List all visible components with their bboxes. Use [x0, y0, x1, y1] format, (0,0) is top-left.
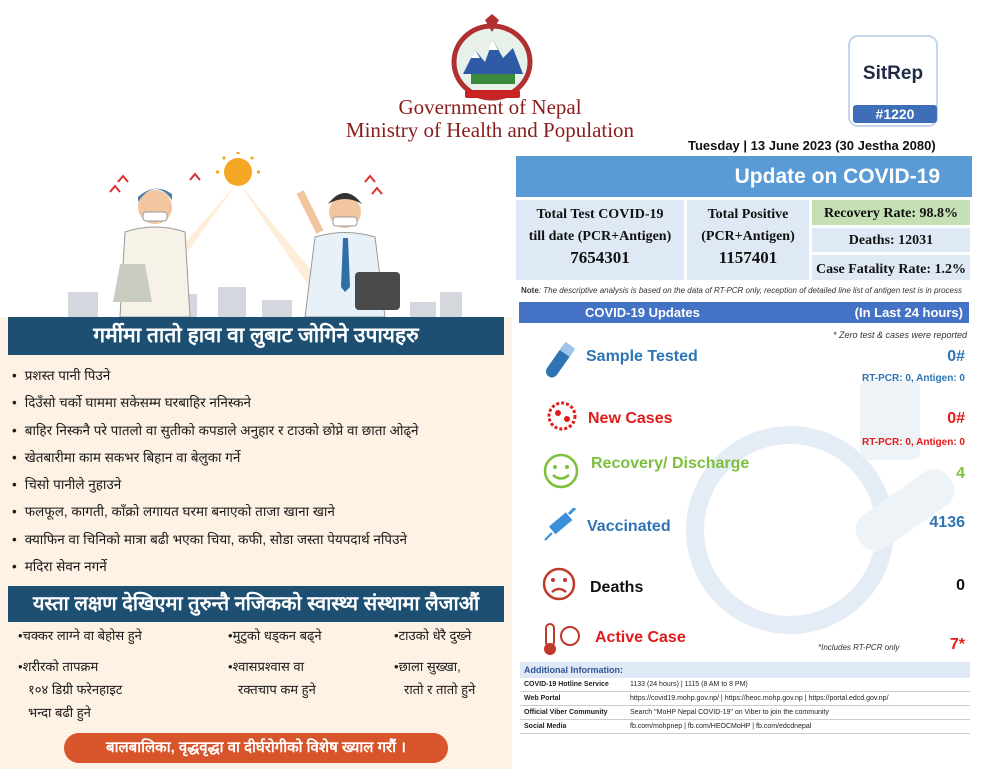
government-title — [340, 96, 640, 142]
total-positive-label-2: (PCR+Antigen) — [701, 229, 795, 244]
heatwave-poster — [0, 152, 512, 769]
new-cases-value: 0# — [947, 410, 965, 427]
zero-note: * Zero test & cases were reported — [832, 330, 967, 340]
symptom-item: • श्वासप्रश्वास वा — [228, 655, 304, 678]
poster-heading: गर्मीमा तातो हावा वा लुबाट जोगिने उपायहरु — [8, 317, 504, 355]
deaths-total-cell — [812, 228, 970, 252]
info-key: COVID-19 Hotline Service — [524, 681, 609, 688]
sample-tested-value: 0# — [947, 348, 965, 365]
report-date: Tuesday | 13 June 2023 (30 Jestha 2080) — [688, 138, 936, 153]
sample-tested-label: Sample Tested — [586, 348, 698, 365]
cfr-cell — [812, 255, 970, 280]
symptom-item: • मुटुको धड्कन बढ्ने — [228, 624, 322, 647]
new-cases-label: New Cases — [588, 410, 673, 427]
active-case-value: 7* — [949, 636, 965, 653]
recovery-label: Recovery/ Discharge — [591, 455, 750, 472]
active-case-label: Active Case — [595, 629, 686, 646]
info-value: Search "MoHP Nepal COVID-19" on Viber to join the community — [630, 709, 829, 716]
info-row — [520, 678, 970, 692]
info-value: fb.com/mohpnep | fb.com/HEOCMoHP | fb.com/edcdnepal — [630, 723, 812, 730]
note-text — [521, 286, 962, 295]
vaccinated-value: 4136 — [929, 514, 965, 531]
total-test-cell — [516, 200, 684, 280]
thermometer-icon — [540, 622, 584, 656]
nepal-emblem-logo — [445, 14, 540, 104]
info-row — [520, 720, 970, 734]
syringe-icon — [539, 508, 579, 546]
symptom-item: • शरीरको तापक्रम — [18, 655, 98, 678]
recovery-value: 4 — [956, 465, 965, 482]
sitrep-label: SitRep — [862, 63, 924, 84]
symptom-item: • छाला सुख्खा, — [394, 655, 461, 678]
poster-footer: बालबालिका, वृद्धवृद्धा वा दीर्घरोगीको विशेष ख्याल गरौं । — [64, 733, 448, 763]
info-key: Web Portal — [524, 695, 561, 702]
tip-item: • फलफूल, कागती, काँक्रो लगायत घरमा बनाएको ताजा खाना खाने — [12, 498, 507, 525]
gov-line-1: Government of Nepal — [398, 95, 582, 119]
total-test-value: 7654301 — [570, 248, 630, 267]
update-title-bar: Update on COVID-19 — [516, 156, 972, 197]
tip-item: • मदिरा सेवन नगर्ने — [12, 553, 507, 580]
sitrep-number: #1220 — [853, 105, 937, 123]
active-case-note: *Includes RT-PCR only — [818, 643, 900, 652]
recovery-rate-cell — [812, 200, 970, 225]
symptom-line: १०४ डिग्री फरेनहाइट — [28, 682, 123, 697]
case-fatality-rate: Case Fatality Rate: 1.2% — [815, 262, 967, 277]
deaths-value: 0 — [956, 577, 965, 594]
heat-illustration-icon — [0, 152, 512, 317]
smiley-icon — [541, 452, 581, 490]
tip-item: • बाहिर निस्कनै परे पातलो वा सुतीको कपडाले अनुहार र टाउको छोप्ने वा छाता ओढ्ने — [12, 417, 507, 444]
info-value: https://covid19.mohp.gov.np/ | https://heoc.mohp.gov.np | https://portal.edcd.gov.np/ — [630, 695, 889, 702]
deaths-label: Deaths — [590, 579, 644, 596]
updates-title: COVID-19 Updates — [585, 305, 700, 320]
total-test-label-2: till date (PCR+Antigen) — [528, 229, 672, 244]
total-test-label-1: Total Test COVID-19 — [536, 207, 664, 222]
total-positive-label-1: Total Positive — [707, 207, 789, 222]
tip-item: • क्याफिन वा चिनिको मात्रा बढी भएका चिया, कफी, सोडा जस्ता पेयपदार्थ नपिउने — [12, 526, 507, 553]
gov-line-2: Ministry of Health and Population — [345, 118, 635, 142]
note-label: Note — [521, 286, 539, 295]
symptom-line: रक्तचाप कम हुने — [238, 682, 316, 697]
info-key: Official Viber Community — [524, 709, 608, 716]
info-key: Social Media — [524, 723, 567, 730]
info-row — [520, 692, 970, 706]
poster-illustration — [0, 152, 512, 317]
symptoms-heading: यस्ता लक्षण देखिएमा तुरुन्तै नजिकको स्वास्थ्य संस्थामा लैजाऔं — [8, 586, 504, 622]
new-cases-breakdown: RT-PCR: 0, Antigen: 0 — [862, 437, 965, 448]
total-positive-value: 1157401 — [718, 248, 778, 267]
symptom-item: • टाउको धेरै दुख्ने — [394, 624, 471, 647]
tips-list — [12, 362, 507, 580]
symptom-line: भन्दा बढी हुने — [28, 705, 91, 720]
virus-icon — [540, 396, 584, 436]
tip-item: • प्रशस्त पानी पिउने — [12, 362, 507, 389]
updates-bar — [519, 302, 969, 323]
sad-face-icon — [540, 566, 578, 602]
summary-grid — [516, 200, 972, 280]
symptom-line: रातो र तातो हुने — [404, 682, 476, 697]
additional-info-title: Additional Information: — [520, 662, 970, 678]
note-body: : The descriptive analysis is based on the data of RT-PCR only, reception of detailed line list of antigen test is in process — [538, 286, 962, 295]
info-row — [520, 706, 970, 720]
deaths-total: Deaths: 12031 — [848, 233, 934, 248]
updates-window: (In Last 24 hours) — [854, 305, 963, 320]
test-tube-icon — [540, 340, 580, 380]
sample-tested-breakdown: RT-PCR: 0, Antigen: 0 — [862, 373, 965, 384]
tip-item: • दिउँसो चर्को घाममा सकेसम्म घरबाहिर ननिस्कने — [12, 389, 507, 416]
tip-item: • चिसो पानीले नुहाउने — [12, 471, 507, 498]
info-value: 1133 (24 hours) | 1115 (8 AM to 8 PM) — [630, 681, 748, 688]
additional-info — [520, 662, 970, 734]
recovery-rate: Recovery Rate: 98.8% — [823, 206, 959, 221]
vaccinated-label: Vaccinated — [587, 518, 671, 535]
tip-item: • खेतबारीमा काम सकभर बिहान वा बेलुका गर्ने — [12, 444, 507, 471]
symptom-item: • चक्कर लाग्ने वा बेहोस हुने — [18, 624, 142, 647]
total-positive-cell — [687, 200, 809, 280]
